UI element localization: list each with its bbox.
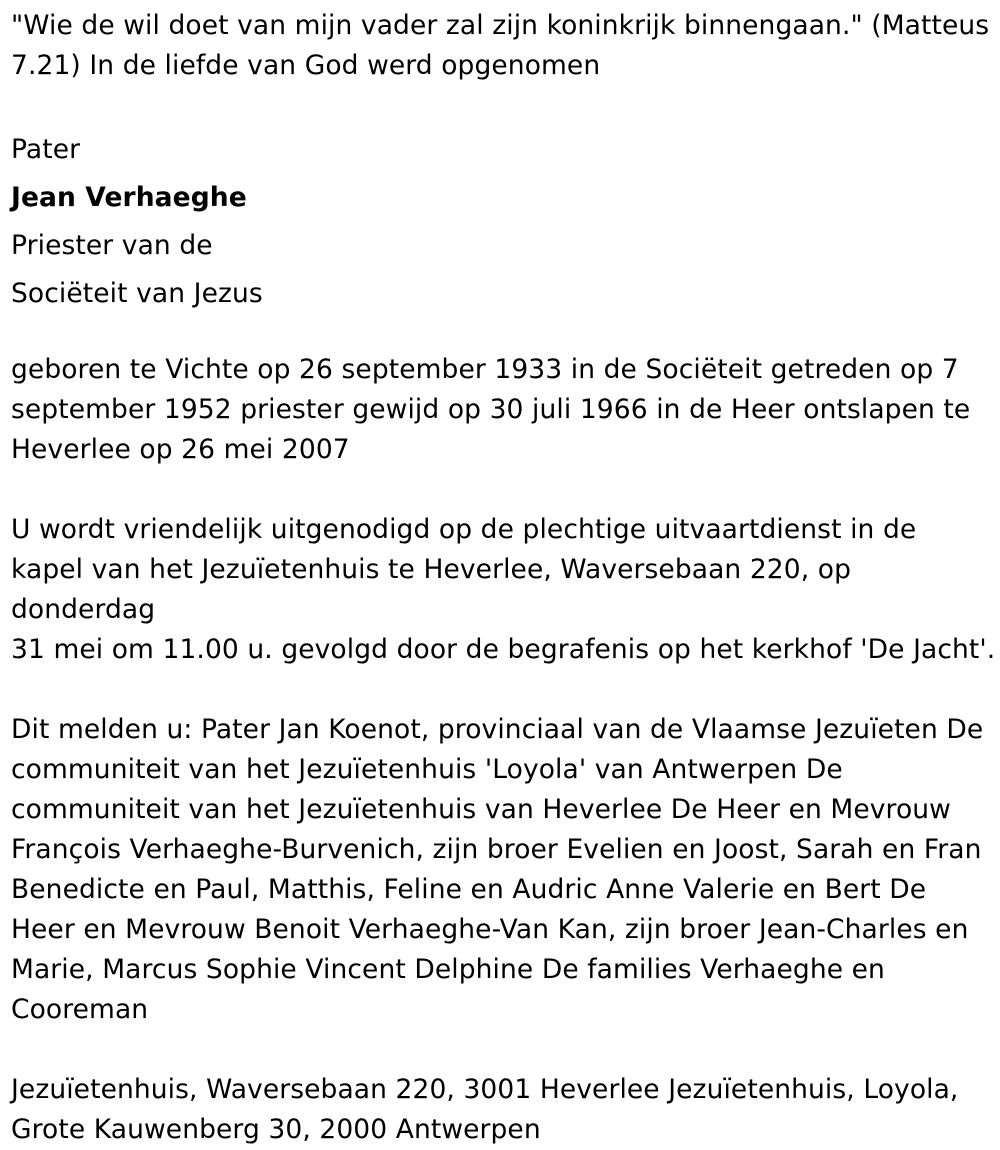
- life-details: geboren te Vichte op 26 september 1933 in de Sociëteit getreden op 7 september 1952 priester gewijd op 30 juli 1966 in de Heer ontslapen te Heverlee op 26 mei 2007: [11, 354, 971, 465]
- deceased-role-line2: Sociëteit van Jezus: [11, 278, 263, 309]
- deceased-title: Pater: [11, 134, 81, 165]
- spacer: [11, 670, 996, 710]
- deceased-role-line1: Priester van de: [11, 230, 213, 261]
- bible-quote: "Wie de wil doet van mijn vader zal zijn koninkrijk binnengaan." (Matteus 7.21) In de liefde van God werd opgenomen: [11, 10, 990, 81]
- announcers-list: Dit melden u: Pater Jan Koenot, provinciaal van de Vlaamse Jezuïeten De communiteit van het Jezuïetenhuis 'Loyola' van Antwerpen De communiteit van het Jezuïetenhuis van Heverlee De Heer en Mevrouw François Verhaeghe-Burvenich, zijn broer Evelien en Joost, Sarah en Fran Benedicte en Paul, Matthis, Feline en Audric Anne Valerie en Bert De Heer en Mevrouw Benoit Verhaeghe-Van Kan, zijn broer Jean-Charles en Marie, Marcus Sophie Vincent Delphine De families Verhaeghe en Cooreman: [11, 714, 984, 1025]
- spacer: [11, 86, 996, 126]
- obituary-notice: [11, 6, 996, 1150]
- funeral-invitation: U wordt vriendelijk uitgenodigd op de plechtige uitvaartdienst in de kapel van het Jezuïetenhuis te Heverlee, Waversebaan 220, op donderdag 31 mei om 11.00 u. gevolgd door de begrafenis op het kerkhof 'De Jacht'.: [11, 514, 996, 665]
- spacer: [11, 318, 996, 350]
- spacer: [11, 1030, 996, 1070]
- spacer: [11, 470, 996, 510]
- addresses: Jezuïetenhuis, Waversebaan 220, 3001 Heverlee Jezuïetenhuis, Loyola, Grote Kauwenberg 30, 2000 Antwerpen: [11, 1074, 959, 1145]
- deceased-name: Jean Verhaeghe: [11, 182, 247, 213]
